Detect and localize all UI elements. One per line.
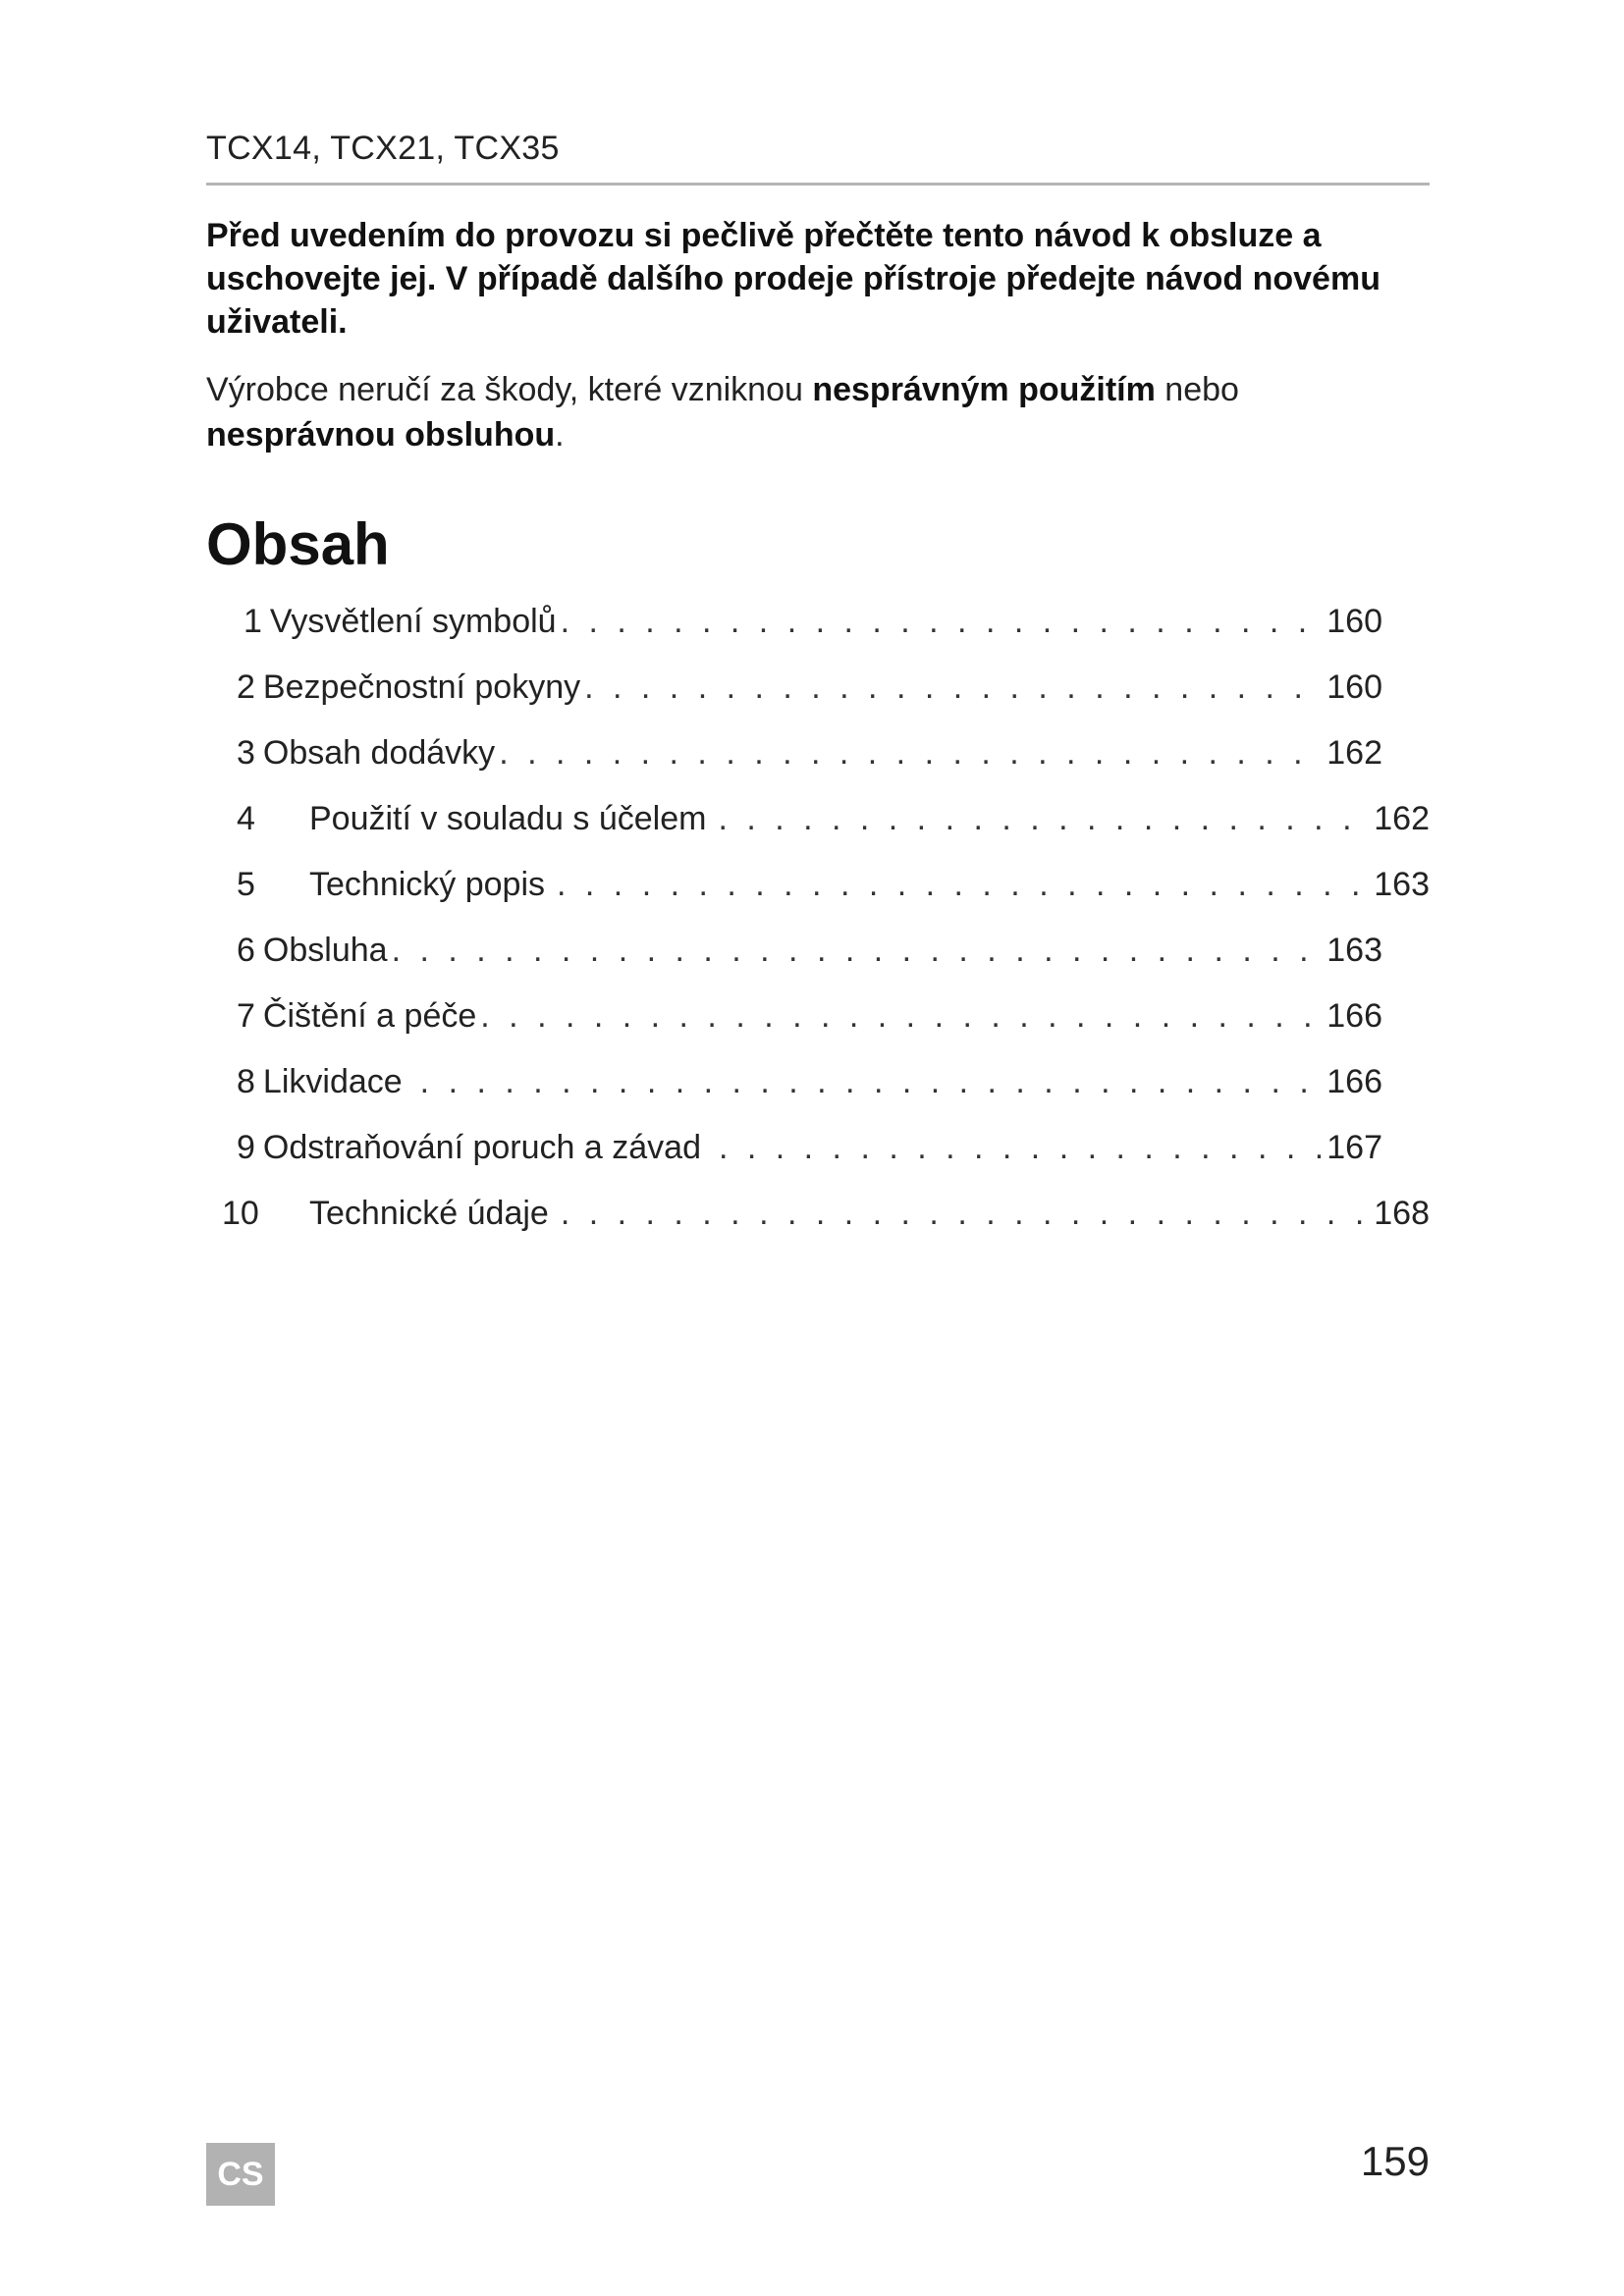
toc-item-8[interactable] [237, 1063, 1382, 1112]
toc-item-number: 3 [237, 734, 255, 772]
toc-item-page: 168 [1374, 1195, 1430, 1232]
toc-leader-dots [499, 734, 1323, 773]
toc-item-title: Likvidace [262, 1063, 403, 1100]
header-title: TCX14, TCX21, TCX35 [206, 130, 560, 167]
toc-item-5[interactable] [237, 866, 1430, 915]
disclaimer-text-1: Výrobce neručí za škody, které vzniknou [206, 371, 813, 408]
toc-heading: Obsah [206, 511, 390, 577]
toc-leader-dots [392, 932, 1324, 970]
toc-item-6[interactable] [237, 932, 1382, 981]
toc-item-page: 162 [1374, 800, 1430, 837]
toc-item-1[interactable] [244, 603, 1382, 652]
liability-disclaimer [206, 367, 1430, 457]
toc-item-2[interactable] [237, 668, 1382, 718]
toc-item-title: Odstraňování poruch a závad [262, 1129, 701, 1166]
toc-item-number: 7 [237, 997, 255, 1035]
toc-item-title: Čištění a péče [262, 997, 477, 1035]
toc-item-page: 163 [1374, 866, 1430, 903]
toc-item-number: 8 [237, 1063, 255, 1100]
toc-item-title: Použití v souladu s účelem [309, 800, 707, 837]
disclaimer-bold-2: nesprávnou obsluhou [206, 416, 556, 454]
toc-item-number: 9 [237, 1129, 255, 1166]
toc-item-page: 167 [1326, 1129, 1382, 1166]
safety-warning: Před uvedením do provozu si pečlivě přečtěte tento návod k obsluze a uschovejte jej. V případě dalšího prodeje přístroje předejte návod novému uživateli. [206, 217, 1380, 341]
toc-item-number: 1 [244, 603, 262, 640]
toc-item-page: 160 [1326, 668, 1382, 706]
toc-item-number: 6 [237, 932, 255, 969]
toc-item-title: Obsah dodávky [262, 734, 496, 772]
page-number: 159 [1360, 2138, 1430, 2184]
toc-item-title: Technické údaje [309, 1195, 549, 1232]
toc-item-7[interactable] [237, 997, 1382, 1046]
toc-leader-dots [480, 997, 1323, 1036]
toc-leader-dots [420, 1063, 1324, 1101]
toc-item-title: Obsluha [262, 932, 388, 969]
disclaimer-bold-1: nesprávným použitím [812, 371, 1156, 408]
toc-leader-dots [557, 866, 1370, 904]
toc-leader-dots [561, 1195, 1370, 1233]
toc-item-3[interactable] [237, 734, 1382, 783]
toc-item-title: Technický popis [309, 866, 546, 903]
toc-item-title: Vysvětlení symbolů [269, 603, 557, 640]
toc-leader-dots [719, 1129, 1323, 1167]
toc-item-number: 5 [237, 866, 255, 903]
language-badge: CS [206, 2143, 275, 2206]
toc-item-number: 2 [237, 668, 255, 706]
toc-item-number: 4 [237, 800, 255, 837]
toc-item-page: 163 [1326, 932, 1382, 969]
toc-item-number: 10 [222, 1195, 259, 1232]
toc-item-page: 160 [1326, 603, 1382, 640]
toc-leader-dots [718, 800, 1370, 838]
toc-item-page: 162 [1326, 734, 1382, 772]
disclaimer-text-2: nebo [1155, 371, 1239, 408]
toc-item-page: 166 [1326, 997, 1382, 1035]
header-divider [206, 183, 1430, 186]
toc-item-title: Bezpečnostní pokyny [262, 668, 581, 706]
toc-item-4[interactable] [237, 800, 1430, 849]
toc-leader-dots [561, 603, 1324, 641]
disclaimer-text-3: . [555, 416, 565, 454]
toc-item-9[interactable] [237, 1129, 1382, 1178]
toc-item-10[interactable] [222, 1195, 1430, 1244]
toc-item-page: 166 [1326, 1063, 1382, 1100]
toc-leader-dots [584, 668, 1323, 707]
